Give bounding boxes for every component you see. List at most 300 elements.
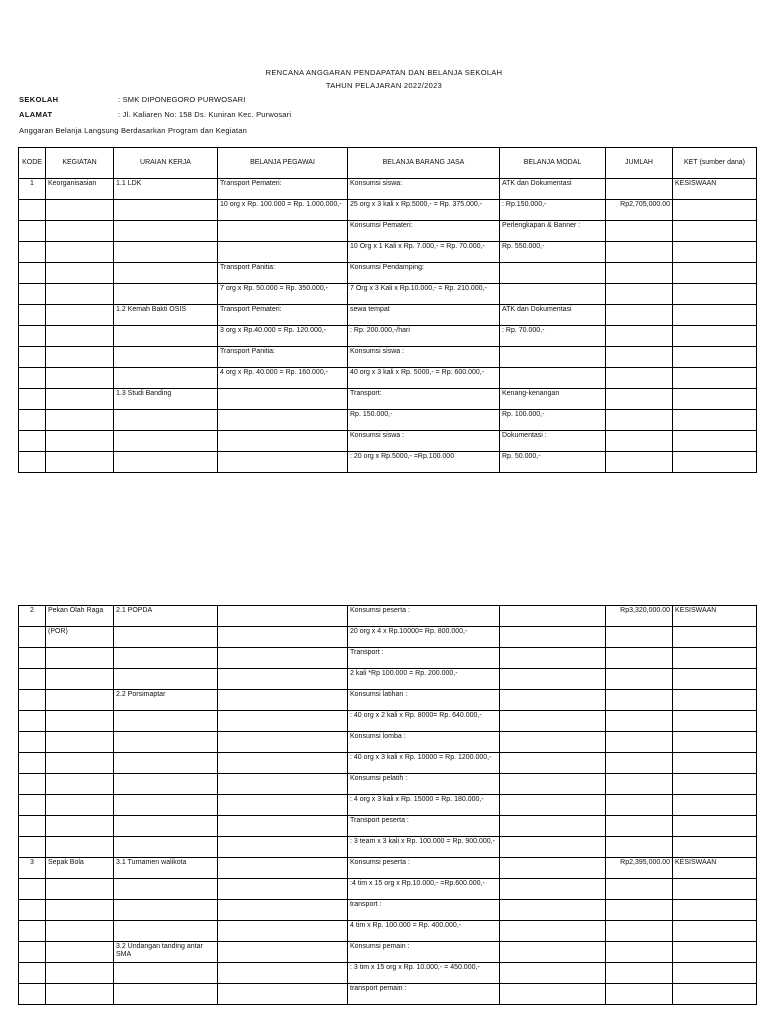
cell-kode [19, 669, 46, 690]
cell-jumlah [606, 879, 673, 900]
table-row [19, 431, 757, 452]
cell-belanja-barang-jasa: sewa tempat [348, 305, 500, 326]
cell-kode [19, 795, 46, 816]
cell-kode: 3 [19, 858, 46, 879]
budget-table-1 [18, 147, 757, 473]
cell-belanja-barang-jasa: : 40 org x 2 kali x Rp. 8000= Rp. 640.000,- [348, 711, 500, 732]
cell-belanja-pegawai [218, 900, 348, 921]
address-label: ALAMAT [19, 110, 53, 119]
cell-belanja-barang-jasa: 40 org x 3 kali x Rp. 5000,- = Rp. 600.000,- [348, 368, 500, 389]
cell-belanja-modal [500, 795, 606, 816]
table-row [19, 690, 757, 711]
cell-jumlah [606, 368, 673, 389]
cell-uraian-kerja [114, 368, 218, 389]
cell-belanja-pegawai [218, 452, 348, 473]
cell-belanja-modal: Rp. 550.000,- [500, 242, 606, 263]
cell-belanja-modal [500, 732, 606, 753]
cell-belanja-pegawai: Transport Panitia: [218, 347, 348, 368]
cell-belanja-modal [500, 347, 606, 368]
cell-ket [673, 900, 757, 921]
cell-ket [673, 431, 757, 452]
cell-kode [19, 200, 46, 221]
cell-jumlah [606, 263, 673, 284]
cell-ket: KESISWAAN [673, 606, 757, 627]
cell-jumlah [606, 347, 673, 368]
cell-uraian-kerja [114, 732, 218, 753]
cell-kegiatan [46, 963, 114, 984]
cell-uraian-kerja [114, 795, 218, 816]
cell-kode [19, 242, 46, 263]
cell-ket [673, 942, 757, 963]
cell-belanja-barang-jasa: : 3 tim x 15 org x Rp. 10.000,- = 450.000,- [348, 963, 500, 984]
cell-belanja-modal: ATK dan Dokumentasi [500, 305, 606, 326]
cell-kode [19, 774, 46, 795]
cell-kegiatan [46, 774, 114, 795]
table-row [19, 942, 757, 963]
cell-belanja-pegawai [218, 732, 348, 753]
cell-jumlah [606, 900, 673, 921]
cell-belanja-barang-jasa: transport : [348, 900, 500, 921]
cell-uraian-kerja: 2.2 Porsimaptar [114, 690, 218, 711]
cell-uraian-kerja [114, 669, 218, 690]
cell-kode [19, 921, 46, 942]
document-subtitle: TAHUN PELAJARAN 2022/2023 [325, 81, 443, 90]
cell-kegiatan: Pekan Olah Raga [46, 606, 114, 627]
cell-kode [19, 326, 46, 347]
cell-belanja-pegawai [218, 816, 348, 837]
cell-kegiatan [46, 431, 114, 452]
cell-uraian-kerja: 1.1 LDK [114, 179, 218, 200]
cell-uraian-kerja [114, 347, 218, 368]
cell-belanja-barang-jasa: 2 kali *Rp 100.000 = Rp. 200.000,- [348, 669, 500, 690]
cell-belanja-modal [500, 900, 606, 921]
header-ket: KET (sumber dana) [673, 148, 757, 179]
header-belanja-barang-jasa: BELANJA BARANG JASA [348, 148, 500, 179]
cell-kegiatan [46, 837, 114, 858]
cell-belanja-pegawai [218, 711, 348, 732]
cell-uraian-kerja [114, 963, 218, 984]
cell-belanja-pegawai [218, 627, 348, 648]
cell-belanja-barang-jasa: transport pemain : [348, 984, 500, 1005]
cell-uraian-kerja [114, 984, 218, 1005]
cell-ket [673, 648, 757, 669]
cell-ket [673, 774, 757, 795]
cell-uraian-kerja [114, 242, 218, 263]
cell-kode [19, 879, 46, 900]
cell-kegiatan [46, 389, 114, 410]
cell-jumlah [606, 732, 673, 753]
cell-belanja-pegawai [218, 389, 348, 410]
table-row [19, 963, 757, 984]
cell-kegiatan [46, 732, 114, 753]
cell-uraian-kerja [114, 753, 218, 774]
header-jumlah: JUMLAH [606, 148, 673, 179]
cell-belanja-modal [500, 837, 606, 858]
cell-uraian-kerja [114, 452, 218, 473]
table-row [19, 452, 757, 473]
cell-uraian-kerja [114, 900, 218, 921]
table-row [19, 648, 757, 669]
table-row [19, 347, 757, 368]
cell-ket: KESISWAAN [673, 858, 757, 879]
cell-belanja-modal: Dokumentasi : [500, 431, 606, 452]
cell-belanja-pegawai [218, 753, 348, 774]
cell-belanja-barang-jasa: : 4 org x 3 kali x Rp. 15000 = Rp. 180.000,- [348, 795, 500, 816]
budget-table-2 [18, 605, 757, 1005]
cell-kegiatan [46, 452, 114, 473]
cell-kegiatan [46, 347, 114, 368]
cell-kode [19, 431, 46, 452]
cell-ket [673, 837, 757, 858]
cell-belanja-barang-jasa: : 3 team x 3 kali x Rp. 100.000 = Rp. 900.000,- [348, 837, 500, 858]
cell-kode: 2 [19, 606, 46, 627]
cell-ket [673, 452, 757, 473]
cell-kode [19, 368, 46, 389]
table-row [19, 368, 757, 389]
cell-uraian-kerja [114, 221, 218, 242]
cell-belanja-modal: : Rp. 70.000,- [500, 326, 606, 347]
cell-kode: 1 [19, 179, 46, 200]
cell-uraian-kerja [114, 879, 218, 900]
cell-kegiatan [46, 242, 114, 263]
cell-belanja-pegawai [218, 606, 348, 627]
cell-kode [19, 648, 46, 669]
cell-ket [673, 284, 757, 305]
table-row [19, 179, 757, 200]
cell-belanja-barang-jasa: Konsumsi pemain : [348, 942, 500, 963]
cell-kegiatan [46, 711, 114, 732]
table-row [19, 263, 757, 284]
cell-ket [673, 921, 757, 942]
cell-belanja-barang-jasa: 20 org x 4 x Rp.10000= Rp. 800.000,- [348, 627, 500, 648]
cell-jumlah: Rp2,705,000.00 [606, 200, 673, 221]
cell-kegiatan [46, 921, 114, 942]
cell-uraian-kerja [114, 921, 218, 942]
cell-kode [19, 452, 46, 473]
cell-ket [673, 305, 757, 326]
cell-belanja-barang-jasa: 10 Org x 1 Kali x Rp. 7.000,- = Rp. 70.000,- [348, 242, 500, 263]
table-row [19, 753, 757, 774]
cell-belanja-barang-jasa: Konsumsi peserta : [348, 606, 500, 627]
cell-ket [673, 795, 757, 816]
cell-belanja-barang-jasa: 7 Org x 3 Kali x Rp.10.000,- = Rp. 210.000,- [348, 284, 500, 305]
header-row [19, 148, 757, 179]
cell-kode [19, 410, 46, 431]
cell-kegiatan [46, 221, 114, 242]
address-value: : Jl. Kaliaren No: 158 Ds. Kuniran Kec. Purwosari [118, 110, 292, 119]
cell-kegiatan [46, 410, 114, 431]
cell-jumlah [606, 305, 673, 326]
cell-belanja-modal [500, 669, 606, 690]
cell-belanja-barang-jasa: Transport : [348, 648, 500, 669]
cell-belanja-modal [500, 606, 606, 627]
cell-kegiatan [46, 326, 114, 347]
cell-jumlah [606, 753, 673, 774]
cell-belanja-modal: ATK dan Dokumentasi [500, 179, 606, 200]
cell-uraian-kerja: 1.3 Studi Banding [114, 389, 218, 410]
cell-jumlah [606, 711, 673, 732]
cell-belanja-modal [500, 753, 606, 774]
cell-belanja-barang-jasa: : Rp. 200.000,-/hari [348, 326, 500, 347]
cell-belanja-modal [500, 627, 606, 648]
cell-jumlah [606, 410, 673, 431]
table-row [19, 774, 757, 795]
cell-ket [673, 410, 757, 431]
cell-ket [673, 263, 757, 284]
cell-belanja-barang-jasa: Konsumsi pelatih : [348, 774, 500, 795]
cell-jumlah [606, 669, 673, 690]
header-belanja-pegawai: BELANJA PEGAWAI [218, 148, 348, 179]
cell-belanja-barang-jasa: Konsumsi Pendamping: [348, 263, 500, 284]
table-row [19, 200, 757, 221]
cell-kode [19, 732, 46, 753]
cell-belanja-modal [500, 774, 606, 795]
cell-belanja-barang-jasa: Konsumsi siswa: [348, 179, 500, 200]
cell-ket [673, 963, 757, 984]
cell-jumlah [606, 963, 673, 984]
cell-belanja-pegawai [218, 879, 348, 900]
table-row [19, 627, 757, 648]
school-value: : SMK DIPONEGORO PURWOSARI [118, 95, 246, 104]
cell-ket [673, 732, 757, 753]
cell-uraian-kerja [114, 774, 218, 795]
cell-belanja-pegawai [218, 648, 348, 669]
cell-kegiatan [46, 263, 114, 284]
cell-jumlah [606, 942, 673, 963]
cell-uraian-kerja [114, 837, 218, 858]
table-row [19, 305, 757, 326]
table-row [19, 606, 757, 627]
header-belanja-modal: BELANJA MODAL [500, 148, 606, 179]
cell-jumlah [606, 284, 673, 305]
cell-belanja-pegawai [218, 690, 348, 711]
cell-ket [673, 221, 757, 242]
cell-belanja-barang-jasa: Konsumsi siswa : [348, 347, 500, 368]
cell-belanja-modal [500, 284, 606, 305]
cell-kode [19, 942, 46, 963]
cell-kegiatan [46, 669, 114, 690]
cell-belanja-pegawai [218, 431, 348, 452]
cell-kode [19, 984, 46, 1005]
cell-belanja-barang-jasa: Konsumsi siswa : [348, 431, 500, 452]
cell-kode [19, 963, 46, 984]
cell-uraian-kerja: 3.2 Undangan tanding antar SMA [114, 942, 218, 963]
cell-jumlah [606, 795, 673, 816]
cell-jumlah [606, 774, 673, 795]
cell-kegiatan [46, 795, 114, 816]
cell-belanja-barang-jasa: Transport: [348, 389, 500, 410]
cell-belanja-pegawai: 10 org x Rp. 100.000 = Rp. 1.000.000,- [218, 200, 348, 221]
cell-jumlah [606, 921, 673, 942]
cell-belanja-barang-jasa: 25 org x 3 kali x Rp.5000,- = Rp. 375.000,- [348, 200, 500, 221]
cell-jumlah: Rp3,320,000.00 [606, 606, 673, 627]
cell-kode [19, 753, 46, 774]
cell-belanja-modal [500, 711, 606, 732]
cell-kode [19, 837, 46, 858]
cell-belanja-modal [500, 263, 606, 284]
cell-ket [673, 879, 757, 900]
cell-ket [673, 347, 757, 368]
cell-belanja-modal: Kenang-kenangan [500, 389, 606, 410]
cell-belanja-modal [500, 942, 606, 963]
cell-kegiatan [46, 284, 114, 305]
cell-kode [19, 305, 46, 326]
cell-kode [19, 284, 46, 305]
cell-belanja-pegawai: Transport Pemateri: [218, 179, 348, 200]
table-row [19, 816, 757, 837]
cell-belanja-modal [500, 879, 606, 900]
cell-kode [19, 711, 46, 732]
cell-uraian-kerja [114, 627, 218, 648]
cell-belanja-barang-jasa: Konsumsi peserta : [348, 858, 500, 879]
cell-belanja-pegawai [218, 410, 348, 431]
cell-kode [19, 690, 46, 711]
header-kegiatan: KEGIATAN [46, 148, 114, 179]
table-row [19, 858, 757, 879]
cell-belanja-barang-jasa: :4 tim x 15 org x Rp.10.000,- =Rp.600.000,- [348, 879, 500, 900]
cell-kegiatan [46, 816, 114, 837]
header-kode: KODE [19, 148, 46, 179]
cell-belanja-pegawai [218, 921, 348, 942]
cell-uraian-kerja [114, 711, 218, 732]
cell-kegiatan [46, 200, 114, 221]
cell-belanja-barang-jasa: 4 tim x Rp. 100.000 = Rp. 400.000,- [348, 921, 500, 942]
header-uraian-kerja: URAIAN KERJA [114, 148, 218, 179]
cell-uraian-kerja [114, 816, 218, 837]
cell-kegiatan [46, 942, 114, 963]
cell-belanja-pegawai: 7 org x Rp. 50.000 = Rp. 350.000,- [218, 284, 348, 305]
cell-kode [19, 221, 46, 242]
cell-belanja-pegawai [218, 858, 348, 879]
cell-uraian-kerja [114, 326, 218, 347]
cell-belanja-pegawai [218, 795, 348, 816]
cell-kegiatan [46, 648, 114, 669]
table-row [19, 879, 757, 900]
cell-kode [19, 816, 46, 837]
cell-belanja-pegawai [218, 242, 348, 263]
cell-jumlah: Rp2,395,000.00 [606, 858, 673, 879]
table-row [19, 242, 757, 263]
cell-belanja-modal [500, 368, 606, 389]
table-row [19, 984, 757, 1005]
cell-kegiatan [46, 984, 114, 1005]
cell-belanja-pegawai [218, 221, 348, 242]
cell-jumlah [606, 690, 673, 711]
cell-uraian-kerja [114, 648, 218, 669]
cell-belanja-barang-jasa: Konsumsi latihan : [348, 690, 500, 711]
table-row [19, 732, 757, 753]
cell-belanja-modal: Rp. 100.000,- [500, 410, 606, 431]
table-row [19, 221, 757, 242]
cell-ket [673, 669, 757, 690]
cell-ket [673, 816, 757, 837]
cell-uraian-kerja [114, 431, 218, 452]
cell-ket [673, 984, 757, 1005]
cell-ket [673, 368, 757, 389]
school-label: SEKOLAH [19, 95, 59, 104]
cell-uraian-kerja: 2.1 POPDA [114, 606, 218, 627]
cell-belanja-modal: Perlengkapan & Banner : [500, 221, 606, 242]
cell-belanja-pegawai [218, 963, 348, 984]
cell-kegiatan [46, 690, 114, 711]
intro-text: Anggaran Belanja Langsung Berdasarkan Program dan Kegiatan [19, 126, 248, 135]
cell-uraian-kerja: 1.2 Kemah Bakti OSIS [114, 305, 218, 326]
cell-ket [673, 753, 757, 774]
cell-belanja-barang-jasa: Rp. 150.000,- [348, 410, 500, 431]
cell-jumlah [606, 179, 673, 200]
cell-belanja-pegawai: 3 org x Rp.40.000 = Rp. 120.000,- [218, 326, 348, 347]
cell-jumlah [606, 452, 673, 473]
cell-kode [19, 263, 46, 284]
cell-uraian-kerja: 3.1 Turnamen walikota [114, 858, 218, 879]
cell-belanja-modal: : Rp.150.000,- [500, 200, 606, 221]
cell-belanja-modal: Rp. 50.000,- [500, 452, 606, 473]
cell-jumlah [606, 984, 673, 1005]
cell-belanja-modal [500, 921, 606, 942]
table-row [19, 669, 757, 690]
cell-uraian-kerja [114, 410, 218, 431]
cell-kode [19, 389, 46, 410]
cell-belanja-modal [500, 984, 606, 1005]
table-row [19, 284, 757, 305]
cell-ket [673, 711, 757, 732]
table-row [19, 837, 757, 858]
cell-kegiatan: (POR) [46, 627, 114, 648]
cell-belanja-modal [500, 858, 606, 879]
cell-jumlah [606, 837, 673, 858]
table-row [19, 326, 757, 347]
cell-kegiatan [46, 305, 114, 326]
cell-belanja-barang-jasa: : 40 org x 3 kali x Rp. 10000 = Rp. 1200.000,- [348, 753, 500, 774]
cell-belanja-pegawai [218, 942, 348, 963]
cell-belanja-pegawai: 4 org x Rp. 40.000 = Rp. 160.000,- [218, 368, 348, 389]
cell-kode [19, 347, 46, 368]
document-title: RENCANA ANGGARAN PENDAPATAN DAN BELANJA SEKOLAH [265, 68, 503, 77]
cell-kode [19, 900, 46, 921]
table-row [19, 389, 757, 410]
cell-belanja-pegawai: Transport Panitia: [218, 263, 348, 284]
cell-belanja-pegawai: Transport Pemateri: [218, 305, 348, 326]
cell-ket [673, 690, 757, 711]
cell-jumlah [606, 816, 673, 837]
cell-jumlah [606, 431, 673, 452]
cell-kegiatan: Keorganisasian [46, 179, 114, 200]
table-row [19, 410, 757, 431]
cell-ket [673, 389, 757, 410]
table-row [19, 711, 757, 732]
cell-jumlah [606, 389, 673, 410]
cell-belanja-modal [500, 963, 606, 984]
table-row [19, 795, 757, 816]
cell-ket [673, 326, 757, 347]
cell-jumlah [606, 221, 673, 242]
cell-ket [673, 627, 757, 648]
cell-jumlah [606, 627, 673, 648]
cell-belanja-barang-jasa: Konsumsi lomba : [348, 732, 500, 753]
cell-uraian-kerja [114, 263, 218, 284]
cell-kode [19, 627, 46, 648]
cell-belanja-pegawai [218, 984, 348, 1005]
cell-kegiatan [46, 753, 114, 774]
cell-kegiatan [46, 900, 114, 921]
cell-uraian-kerja [114, 284, 218, 305]
cell-ket: KESISWAAN [673, 179, 757, 200]
table-row [19, 921, 757, 942]
cell-belanja-modal [500, 816, 606, 837]
cell-belanja-barang-jasa: Transport peserta : [348, 816, 500, 837]
cell-belanja-modal [500, 690, 606, 711]
cell-jumlah [606, 242, 673, 263]
